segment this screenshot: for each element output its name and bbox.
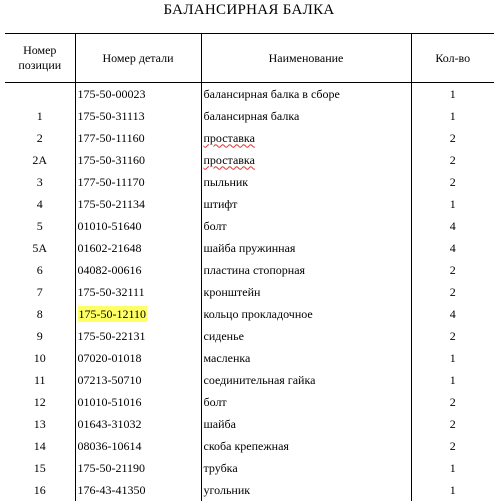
- column-header-qty: Кол-во: [411, 34, 494, 83]
- row-qty: 1: [411, 479, 494, 501]
- highlighted-part-number: 175-50-12110: [78, 306, 147, 321]
- row-position: 10: [5, 347, 75, 369]
- row-position: 7: [5, 281, 75, 303]
- row-qty: 2: [411, 127, 494, 149]
- row-position: 4: [5, 193, 75, 215]
- row-position: 1: [5, 105, 75, 127]
- row-name: угольник: [203, 482, 251, 497]
- table-row: [5, 413, 494, 435]
- row-position: 2: [5, 127, 75, 149]
- row-position: 15: [5, 457, 75, 479]
- spellcheck-underlined-text: проставка: [203, 130, 255, 145]
- row-qty: 1: [411, 105, 494, 127]
- row-name: шайба пружинная: [203, 240, 296, 255]
- row-qty: 1: [411, 347, 494, 369]
- row-part-number: 175-50-31160: [75, 149, 201, 171]
- row-qty: 2: [411, 413, 494, 435]
- table-row: [5, 171, 494, 193]
- row-part-number: 07213-50710: [75, 369, 201, 391]
- row-qty: 1: [411, 83, 494, 106]
- row-qty: 2: [411, 149, 494, 171]
- table-row: [5, 281, 494, 303]
- table-header-row: [5, 34, 494, 83]
- document-title: БАЛАНСИРНАЯ БАЛКА: [163, 2, 335, 18]
- table-row: [5, 325, 494, 347]
- row-name: болт: [203, 218, 227, 233]
- row-part-number: 175-50-00023: [75, 83, 201, 106]
- row-qty: 2: [411, 281, 494, 303]
- row-part-number: 177-50-11170: [75, 171, 201, 193]
- table-row: [5, 457, 494, 479]
- row-name: пыльник: [203, 174, 249, 189]
- row-position: 5: [5, 215, 75, 237]
- table-row: [5, 435, 494, 457]
- row-name: шайба: [203, 416, 236, 431]
- spellcheck-underlined-text: проставка: [203, 152, 255, 167]
- row-position: 6: [5, 259, 75, 281]
- row-part-number: 175-50-31113: [75, 105, 201, 127]
- parts-table: [5, 33, 494, 501]
- table-row: [5, 369, 494, 391]
- row-part-number: 175-50-21134: [75, 193, 201, 215]
- row-name: сиденье: [203, 328, 244, 343]
- row-qty: 2: [411, 171, 494, 193]
- table-row: [5, 479, 494, 501]
- column-header-name: Наименование: [201, 34, 411, 83]
- table-row: [5, 391, 494, 413]
- row-part-number: 177-50-11160: [75, 127, 201, 149]
- table-row: [5, 259, 494, 281]
- row-qty: 4: [411, 303, 494, 325]
- row-name: балансирная балка в сборе: [203, 86, 340, 101]
- row-name: балансирная балка: [203, 108, 300, 123]
- row-name: [201, 149, 411, 171]
- row-qty: 1: [411, 193, 494, 215]
- row-position: 14: [5, 435, 75, 457]
- table-row: [5, 105, 494, 127]
- row-name: скоба крепежная: [203, 438, 289, 453]
- row-part-number: 01643-31032: [75, 413, 201, 435]
- table-row: [5, 303, 494, 325]
- row-position: 12: [5, 391, 75, 413]
- column-header-part-number: Номер детали: [75, 34, 201, 83]
- row-position: 13: [5, 413, 75, 435]
- row-part-number: 08036-10614: [75, 435, 201, 457]
- row-qty: 1: [411, 369, 494, 391]
- row-qty: 4: [411, 215, 494, 237]
- row-part-number: 01010-51016: [75, 391, 201, 413]
- row-qty: 2: [411, 435, 494, 457]
- row-position: 9: [5, 325, 75, 347]
- row-position: [5, 83, 75, 106]
- table-row: [5, 193, 494, 215]
- row-part-number: 04082-00616: [75, 259, 201, 281]
- row-position: 2A: [5, 149, 75, 171]
- row-part-number: 175-50-22131: [75, 325, 201, 347]
- row-name: пластина стопорная: [203, 262, 306, 277]
- row-part-number: [75, 303, 201, 325]
- row-qty: 2: [411, 325, 494, 347]
- table-row: [5, 83, 494, 106]
- row-name: кольцо прокладочное: [203, 306, 313, 321]
- row-position: 8: [5, 303, 75, 325]
- row-name: штифт: [203, 196, 238, 211]
- table-row: [5, 127, 494, 149]
- row-part-number: 01602-21648: [75, 237, 201, 259]
- row-position: 5A: [5, 237, 75, 259]
- row-part-number: 07020-01018: [75, 347, 201, 369]
- row-name: масленка: [203, 350, 251, 365]
- row-name: болт: [203, 394, 227, 409]
- row-qty: 1: [411, 457, 494, 479]
- row-position: 3: [5, 171, 75, 193]
- row-qty: 4: [411, 237, 494, 259]
- table-row: [5, 215, 494, 237]
- table-row: [5, 149, 494, 171]
- row-part-number: 175-50-21190: [75, 457, 201, 479]
- column-header-position: Номер позиции: [5, 34, 75, 83]
- row-position: 16: [5, 479, 75, 501]
- row-part-number: 175-50-32111: [75, 281, 201, 303]
- table-row: [5, 347, 494, 369]
- row-part-number: 176-43-41350: [75, 479, 201, 501]
- table-row: [5, 237, 494, 259]
- row-name: [201, 127, 411, 149]
- row-name: кронштейн: [203, 284, 261, 299]
- row-part-number: 01010-51640: [75, 215, 201, 237]
- row-name: трубка: [203, 460, 238, 475]
- row-qty: 2: [411, 259, 494, 281]
- row-position: 11: [5, 369, 75, 391]
- row-name: соединительная гайка: [203, 372, 316, 387]
- row-qty: 2: [411, 391, 494, 413]
